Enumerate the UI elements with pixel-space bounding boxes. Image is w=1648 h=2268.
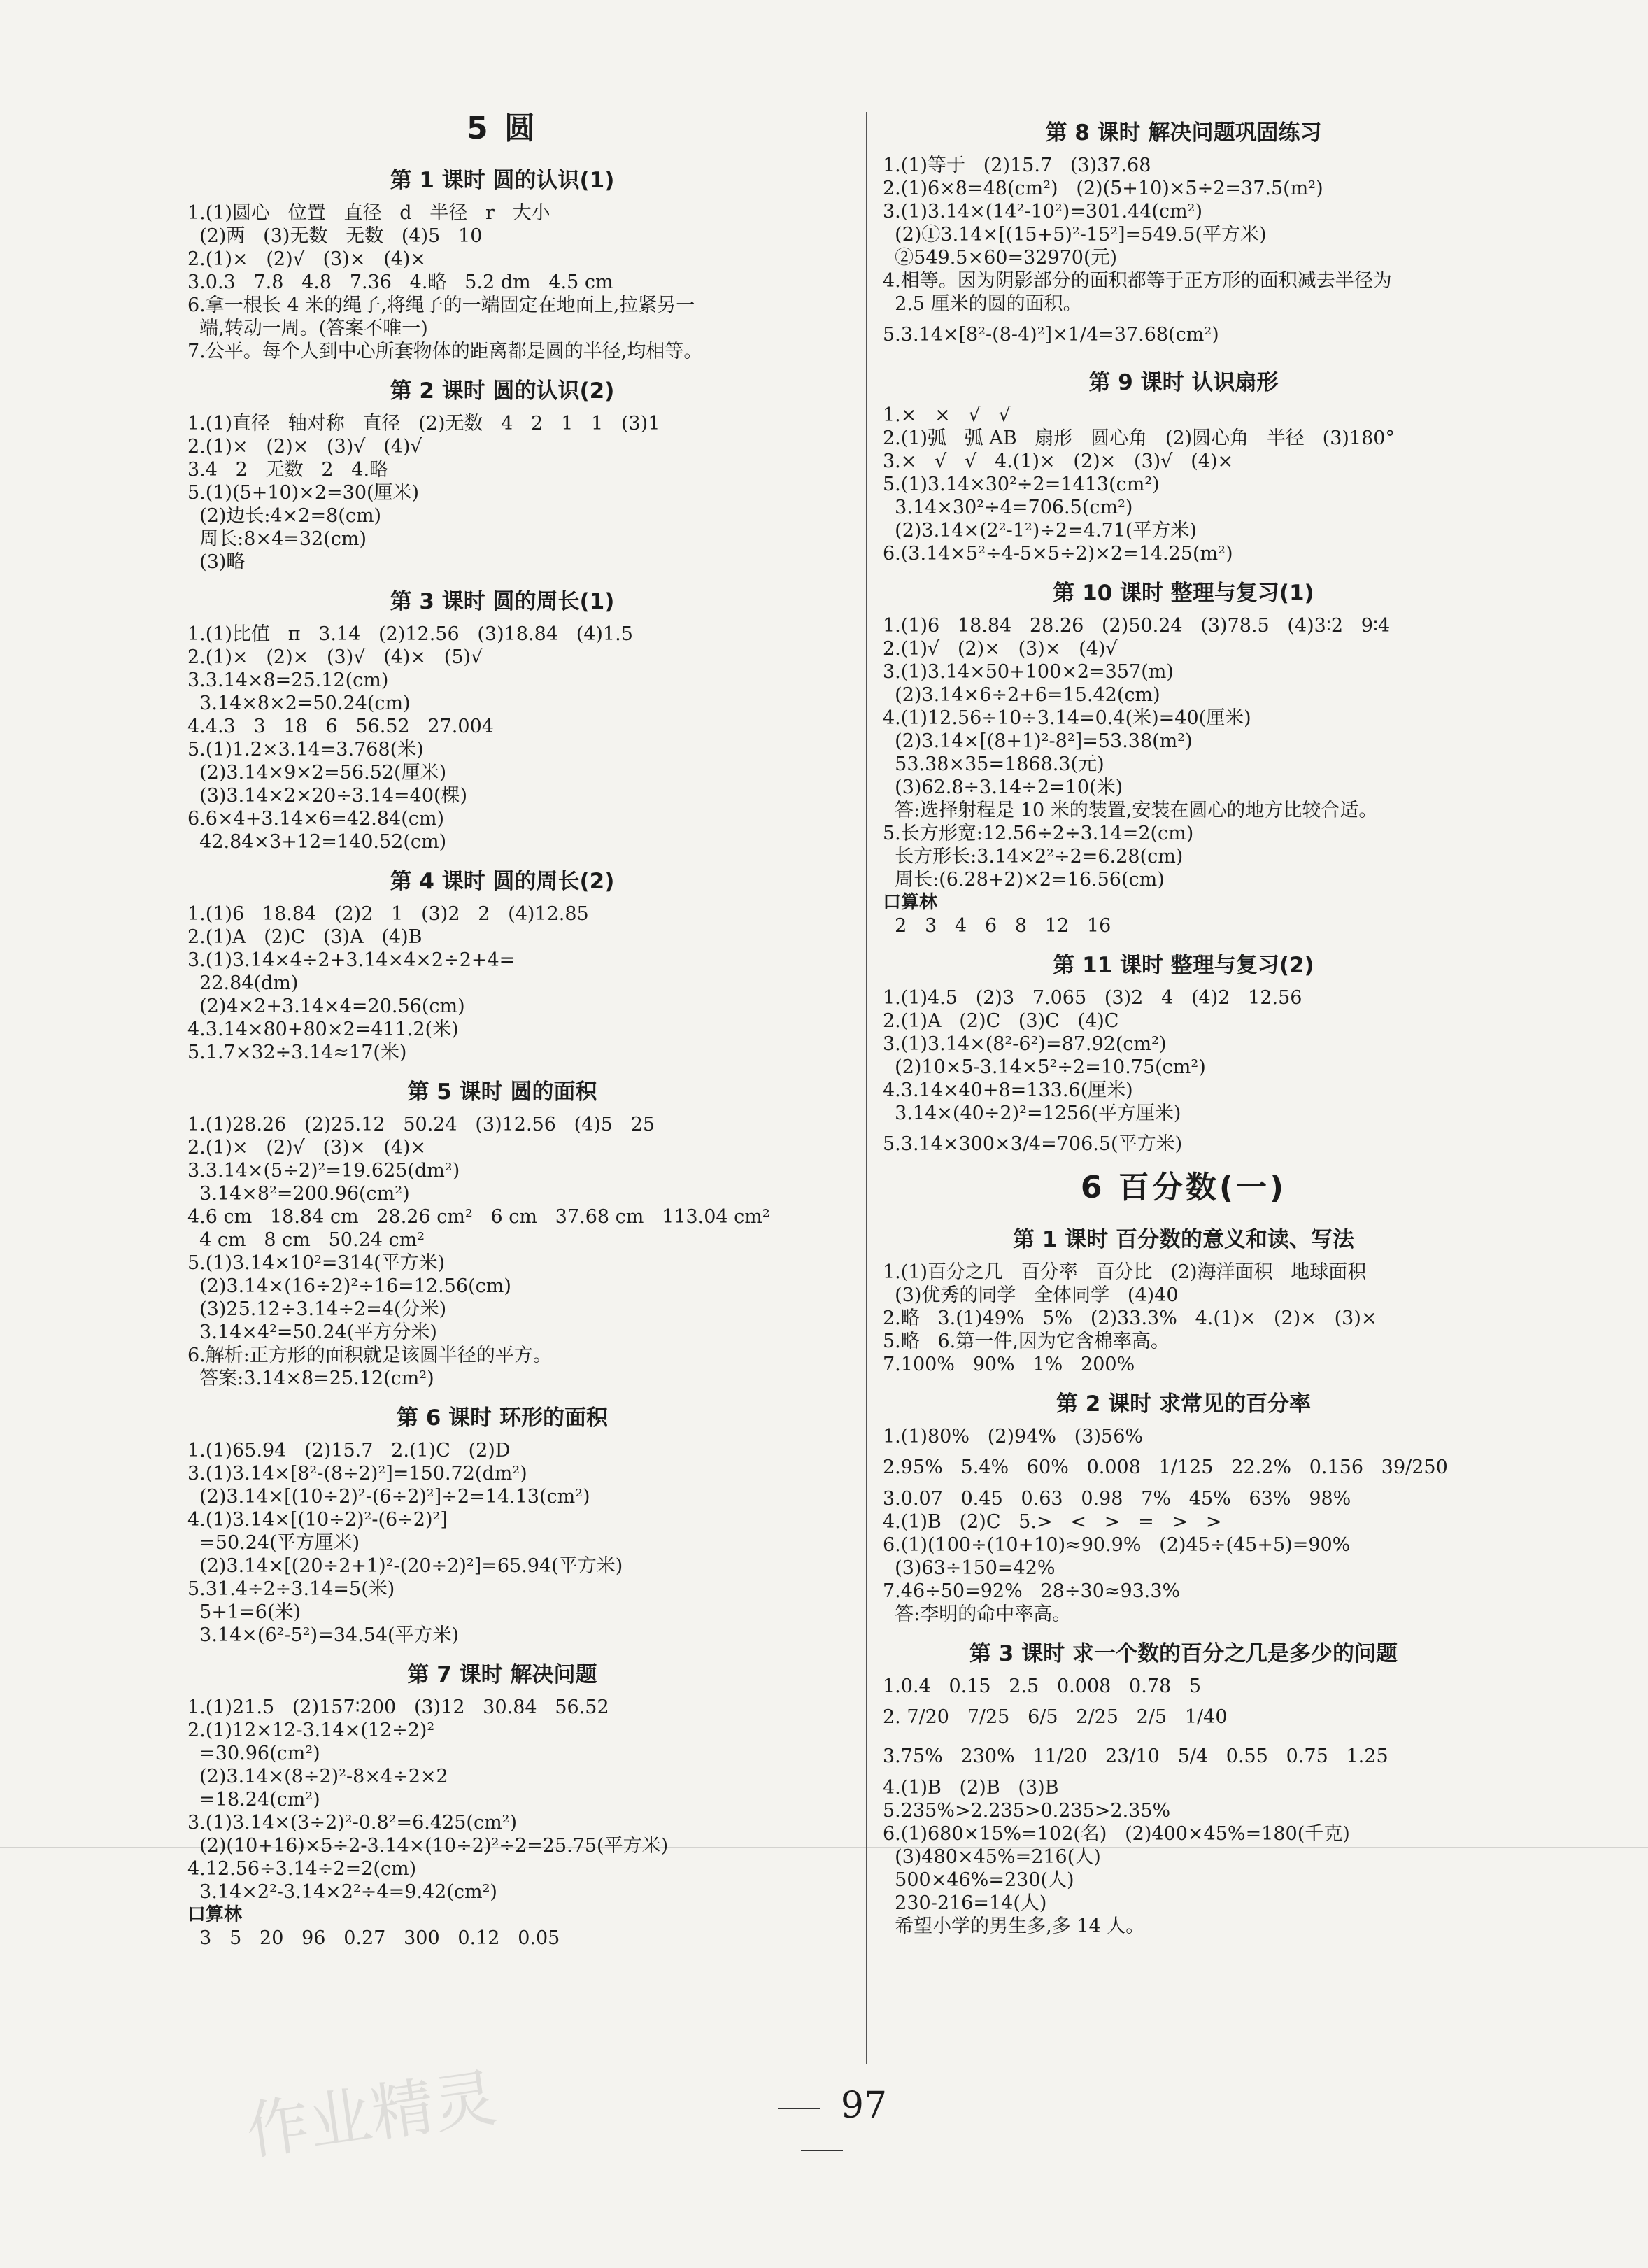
answer-line: 3.× √ √ 4.(1)× (2)× (3)√ (4)× [883,451,1234,472]
answer-line: 3.0.3 7.8 4.8 7.36 4.略 5.2 dm 4.5 cm [187,271,613,293]
answer-line: 3.(1)3.14×[8²-(8÷2)²]=150.72(dm²) [187,1463,527,1484]
answer-line: 5.长方形宽:12.56÷2÷3.14=2(cm) [883,823,1194,844]
answer-line: 1.× × √ √ [883,404,1011,426]
answer-line: 2.(1)× (2)√ (3)× (4)× [187,248,427,270]
section-title: 第 9 课时 认识扇形 [1088,370,1279,395]
answer-line: 3.14×30²÷4=706.5(cm²) [883,497,1133,518]
section-title: 第 10 课时 整理与复习(1) [1053,581,1314,606]
answer-line: 6.(1)(100÷(10+10)≈90.9% (2)45÷(45+5)=90% [883,1534,1351,1556]
answer-line: 3.4 2 无数 2 4.略 [187,459,389,481]
section-title: 第 11 课时 整理与复习(2) [1053,953,1314,978]
answer-line: 5.31.4÷2÷3.14=5(米) [187,1578,395,1600]
answer-line: 3.(1)3.14×(3÷2)²-0.8²=6.425(cm²) [187,1812,518,1834]
answer-line: (2)3.14×(16÷2)²÷16=12.56(cm) [187,1275,511,1297]
answer-line: 希望小学的男生多,多 14 人。 [883,1915,1145,1937]
section-title: 第 7 课时 解决问题 [407,1662,597,1687]
answer-line: 6.6×4+3.14×6=42.84(cm) [187,808,444,830]
page-number-dash-right [801,2150,843,2151]
answer-line: 2.(1)× (2)× (3)√ (4)√ [187,436,422,458]
answer-line: 22.84(dm) [187,972,299,994]
answer-line: 42.84×3+12=140.52(cm) [187,831,447,853]
answer-line: (3)优秀的同学 全体同学 (4)40 [883,1284,1179,1306]
answer-line: 2.(1)A (2)C (3)A (4)B [187,926,422,948]
answer-line: 7.公平。每个人到中心所套物体的距离都是圆的半径,均相等。 [187,341,703,362]
answer-line: 3.(1)3.14×(8²-6²)=87.92(cm²) [883,1033,1167,1055]
answer-line: 2 3 4 6 8 12 16 [883,915,1111,937]
section-title: 第 1 课时 圆的认识(1) [390,168,615,193]
right-column [883,105,1484,1938]
answer-line: 3.75% 230% 11/20 23/10 5/4 0.55 0.75 1.25 [883,1745,1388,1767]
answer-line: (3)62.8÷3.14÷2=10(米) [883,777,1123,798]
answer-line: (3)63÷150=42% [883,1557,1056,1579]
answer-line: 3.14×4²=50.24(平方分米) [187,1321,437,1343]
answer-line: 2.(1)√ (2)× (3)× (4)√ [883,638,1118,660]
answer-line: 3.14×8×2=50.24(cm) [187,693,411,714]
answer-line: 1.(1)65.94 (2)15.7 2.(1)C (2)D [187,1440,511,1461]
answer-line: 3.3.14×8=25.12(cm) [187,669,389,691]
answer-line: 答:李明的命中率高。 [883,1603,1072,1625]
answer-line: 5.(1)3.14×30²÷2=1413(cm²) [883,474,1160,495]
answer-line: 7.46÷50=92% 28÷30≈93.3% [883,1580,1181,1602]
answer-line: 5.(1)3.14×10²=314(平方米) [187,1252,446,1274]
answer-line: 1.(1)6 18.84 (2)2 1 (3)2 2 (4)12.85 [187,903,589,925]
answer-line: (2)两 (3)无数 无数 (4)5 10 [187,225,483,247]
answer-line: (2)3.14×(8÷2)²-8×4÷2×2 [187,1766,448,1787]
answer-line: 1.(1)4.5 (2)3 7.065 (3)2 4 (4)2 12.56 [883,987,1302,1009]
answer-line: 5.3.14×300×3/4=706.5(平方米) [883,1133,1183,1155]
answer-line: 答案:3.14×8=25.12(cm²) [187,1368,434,1389]
answer-line: 4.3.14×40+8=133.6(厘米) [883,1079,1133,1101]
answer-line: 1.(1)圆心 位置 直径 d 半径 r 大小 [187,202,550,224]
answer-line: (2)3.14×(2²-1²)÷2=4.71(平方米) [883,520,1197,541]
section-title: 第 4 课时 圆的周长(2) [390,869,615,894]
answer-line: 6.解析:正方形的面积就是该圆半径的平方。 [187,1345,552,1366]
answer-line: 1.(1)6 18.84 28.26 (2)50.24 (3)78.5 (4)3∶2 9∶4 [883,615,1391,637]
answer-line: 5.1.7×32÷3.14≈17(米) [187,1042,407,1063]
answer-line: 2.略 3.(1)49% 5% (2)33.3% 4.(1)× (2)× (3)× [883,1307,1377,1329]
answer-line: 1.(1)等于 (2)15.7 (3)37.68 [883,155,1151,176]
answer-line: (2)3.14×[(8+1)²-8²]=53.38(m²) [883,730,1193,752]
answer-line: (2)(10+16)×5÷2-3.14×(10÷2)²÷2=25.75(平方米) [187,1835,669,1857]
answer-line: 4.(1)B (2)C 5.> < > = > > [883,1511,1222,1533]
answer-line: 3.14×(6²-5²)=34.54(平方米) [187,1624,460,1646]
answer-line: (3)480×45%=216(人) [883,1846,1101,1868]
answer-line: ②549.5×60=32970(元) [883,247,1118,269]
section-title: 第 3 课时 圆的周长(1) [390,589,615,614]
answer-line: (2)3.14×9×2=56.52(厘米) [187,762,447,784]
column-divider [866,112,867,2064]
answer-line: 1.(1)直径 轴对称 直径 (2)无数 4 2 1 1 (3)1 [187,413,660,434]
answer-line: 3.3.14×(5÷2)²=19.625(dm²) [187,1160,460,1182]
watermark: 作业精灵 [241,2061,502,2169]
page-number [734,2085,909,2169]
answer-line: 2.95% 5.4% 60% 0.008 1/125 22.2% 0.156 39/250 [883,1457,1448,1478]
answer-line: 周长:(6.28+2)×2=16.56(cm) [883,869,1165,891]
section-title: 第 2 课时 圆的认识(2) [390,378,615,404]
answer-line: 2. 7/20 7/25 6/5 2/25 2/5 1/40 [883,1706,1228,1728]
answer-line: 4.3.14×80+80×2=411.2(米) [187,1019,459,1040]
answer-line: =30.96(cm²) [187,1743,320,1764]
answer-line: (3)3.14×2×20÷3.14=40(棵) [187,785,468,807]
section-title: 第 6 课时 环形的面积 [397,1405,608,1431]
answer-line: 2.(1)A (2)C (3)C (4)C [883,1010,1119,1032]
answer-line: 4.6 cm 18.84 cm 28.26 cm² 6 cm 37.68 cm 113.04 cm² [187,1206,770,1228]
section-title: 第 2 课时 求常见的百分率 [1056,1391,1311,1417]
answer-line: 6.(1)680×15%=102(名) (2)400×45%=180(千克) [883,1823,1350,1845]
answer-line: 53.38×35=1868.3(元) [883,753,1104,775]
answer-line: 4.(1)3.14×[(10÷2)²-(6÷2)²] [187,1509,448,1531]
answer-line: 2.(1)弧 弧 AB 扇形 圆心角 (2)圆心角 半径 (3)180° [883,427,1395,449]
answer-line: 1.(1)80% (2)94% (3)56% [883,1426,1144,1447]
answer-line: 2.(1)× (2)√ (3)× (4)× [187,1137,427,1158]
answer-line: =50.24(平方厘米) [187,1532,360,1554]
answer-line: (2)①3.14×[(15+5)²-15²]=549.5(平方米) [883,224,1267,246]
section-title: 第 1 课时 百分数的意义和读、写法 [1013,1227,1354,1252]
answer-line: 5+1=6(米) [187,1601,301,1623]
answer-line: 3 5 20 96 0.27 300 0.12 0.05 [187,1927,560,1949]
answer-line: (3)略 [187,551,246,573]
answer-line: 230-216=14(人) [883,1892,1047,1914]
answer-line: 7.100% 90% 1% 200% [883,1354,1135,1375]
answer-line: 2.(1)6×8=48(cm²) (2)(5+10)×5÷2=37.5(m²) [883,178,1323,199]
answer-line: 2.(1)× (2)× (3)√ (4)× (5)√ [187,646,483,668]
answer-line: 周长:8×4=32(cm) [187,528,367,550]
answer-line: (2)3.14×[(20÷2+1)²-(20÷2)²]=65.94(平方米) [187,1555,623,1577]
answer-line: 4.4.3 3 18 6 56.52 27.004 [187,716,494,737]
answer-line: 6.拿一根长 4 米的绳子,将绳子的一端固定在地面上,拉紧另一 [187,295,695,316]
answer-line: =18.24(cm²) [187,1789,320,1810]
answer-line: 1.0.4 0.15 2.5 0.008 0.78 5 [883,1675,1202,1697]
answer-line: 500×46%=230(人) [883,1869,1074,1891]
answer-line: 4 cm 8 cm 50.24 cm² [187,1229,425,1251]
answer-line: 5.(1)(5+10)×2=30(厘米) [187,482,420,504]
section-title: 第 3 课时 求一个数的百分之几是多少的问题 [969,1641,1398,1666]
answer-line: (2)10×5-3.14×5²÷2=10.75(cm²) [883,1056,1206,1078]
answer-line: 1.(1)百分之几 百分率 百分比 (2)海洋面积 地球面积 [883,1261,1367,1283]
answer-line: 1.(1)28.26 (2)25.12 50.24 (3)12.56 (4)5 25 [187,1114,655,1135]
sub-title: 口算林 [187,1904,243,1925]
answer-line: 3.(1)3.14×4÷2+3.14×4×2÷2+4= [187,949,516,971]
answer-line: 5.(1)1.2×3.14=3.768(米) [187,739,424,760]
section-title: 第 5 课时 圆的面积 [407,1079,597,1105]
answer-line: 3.0.07 0.45 0.63 0.98 7% 45% 63% 98% [883,1488,1351,1510]
answer-line: 5.略 6.第一件,因为它含棉率高。 [883,1331,1170,1352]
answer-line: 6.(3.14×5²÷4-5×5÷2)×2=14.25(m²) [883,543,1233,565]
sub-title: 口算林 [883,892,938,913]
answer-line: 5.3.14×[8²-(8-4)²]×1/4=37.68(cm²) [883,324,1219,346]
answer-line: 4.12.56÷3.14÷2=2(cm) [187,1858,417,1880]
unit-title: 5 圆 [467,111,538,146]
answer-line: 答:选择射程是 10 米的装置,安装在圆心的地方比较合适。 [883,800,1378,821]
answer-line: 3.14×2²-3.14×2²÷4=9.42(cm²) [187,1881,497,1903]
left-column [187,105,817,1950]
answer-line: (2)4×2+3.14×4=20.56(cm) [187,995,465,1017]
unit-title: 6 百分数(一) [1080,1170,1287,1205]
answer-line: 长方形长:3.14×2²÷2=6.28(cm) [883,846,1184,867]
answer-line: (2)3.14×[(10÷2)²-(6÷2)²]÷2=14.13(cm²) [187,1486,590,1508]
answer-line: 1.(1)21.5 (2)157∶200 (3)12 30.84 56.52 [187,1696,609,1718]
answer-line: (2)边长:4×2=8(cm) [187,505,382,527]
answer-line: 3.(1)3.14×50+100×2=357(m) [883,661,1174,683]
answer-line: 端,转动一周。(答案不唯一) [187,318,428,339]
answer-line: 3.(1)3.14×(14²-10²)=301.44(cm²) [883,201,1203,222]
answer-line: 4.(1)12.56÷10÷3.14=0.4(米)=40(厘米) [883,707,1251,729]
section-title: 第 8 课时 解决问题巩固练习 [1045,120,1322,146]
answer-line: 5.235%>2.235>0.235>2.35% [883,1800,1171,1822]
answer-line: 2.(1)12×12-3.14×(12÷2)² [187,1720,435,1741]
answer-line: 4.相等。因为阴影部分的面积都等于正方形的面积减去半径为 [883,270,1392,292]
answer-line: (3)25.12÷3.14÷2=4(分米) [187,1298,447,1320]
answer-line: 3.14×(40÷2)²=1256(平方厘米) [883,1103,1181,1124]
answer-line: 1.(1)比值 π 3.14 (2)12.56 (3)18.84 (4)1.5 [187,623,633,645]
answer-line: 4.(1)B (2)B (3)B [883,1777,1059,1799]
answer-line: 2.5 厘米的圆的面积。 [883,293,1082,315]
answer-line: 3.14×8²=200.96(cm²) [187,1183,410,1205]
page-number-dash-left [778,2108,820,2109]
answer-line: (2)3.14×6÷2+6=15.42(cm) [883,684,1160,706]
page-number-value: 97 [840,2085,888,2127]
